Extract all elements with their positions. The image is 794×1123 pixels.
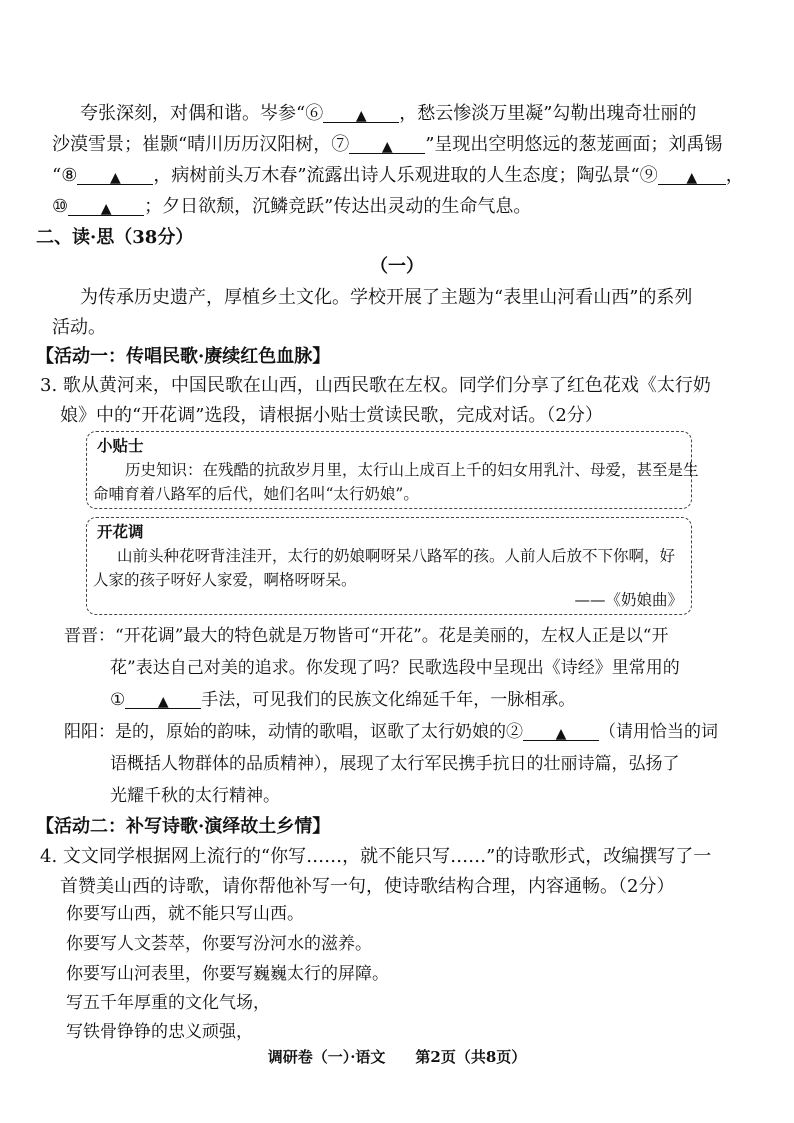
dialogue-jin-line-1: 晋晋：“开花调”最大的特色就是万物皆可“开花”。花是美丽的，左权人正是以“开 [64,626,669,646]
intro-continued-line-2: 沙漠雪景；崔颢“晴川历历汉阳树，⑦ ▲ ”呈现出空明悠远的葱茏画面；刘禹锡 [52,134,723,155]
dialogue-jin-line-3: ① ▲ 手法，可见我们的民族文化绵延千年，一脉相承。 [110,690,576,710]
intro-continued-line-4: ⑩ ▲ ；夕日欲颓，沉鳞竞跃”传达出灵动的生命气息。 [52,196,532,217]
dialogue-yang-line-3: 光耀千秋的太行精神。 [110,786,280,806]
q3-line-2: 娘》中的“开花调”选段，请根据小贴士赏读民歌，完成对话。（2分） [60,405,603,426]
answer-blank-9[interactable]: ▲ [658,164,726,185]
answer-blank-6[interactable]: ▲ [323,102,399,123]
song-box [86,517,692,615]
poem-line: 你要写山西，就不能只写山西。 [66,904,304,924]
answer-blank-8[interactable]: ▲ [77,164,153,185]
page-footer: 调研卷（一）·语文 第2页（共8页） [267,1048,527,1066]
poem-line: 写五千年厚重的文化气场， [66,993,270,1013]
intro-continued-line-3: “⑧ ▲ ，病树前头万木春”流露出诗人乐观进取的人生态度；陶弘景“⑨ ▲ ， [52,165,744,186]
q3-line-1: 3. 歌从黄河来，中国民歌在山西，山西民歌在左权。同学们分享了红色花戏《太行奶 [40,375,711,396]
song-box-title: 开花调 [97,522,144,541]
song-box-line-1: 山前头种花呀背洼洼开，太行的奶娘啊呀呆八路军的孩。人前人后放不下你啊，好 [117,547,676,565]
dialogue-yang-line-2: 语概括人物群体的品质精神），展现了太行军民携手抗日的壮丽诗篇，弘扬了 [110,754,680,774]
activity-2-title: 【活动二：补写诗歌·演绎故土乡情】 [36,816,331,837]
poem-line: 写铁骨铮铮的忠义顽强， [66,1022,253,1042]
dialogue-jin-line-2: 花”表达自己对美的追求。你发现了吗？民歌选段中呈现出《诗经》里常用的 [110,658,680,678]
answer-blank-7[interactable]: ▲ [349,133,425,154]
tip-box-line-1: 历史知识：在残酷的抗敌岁月里，太行山上成百上千的妇女用乳汁、母爱，甚至是生 [125,461,699,479]
dialogue-yang-line-1: 阳阳：是的，原始的韵味，动情的歌唱，讴歌了太行奶娘的② ▲ （请用恰当的词 [64,722,718,742]
song-box-source: ——《奶娘曲》 [574,591,683,609]
part-title: （一） [370,256,424,277]
activity-1-title: 【活动一：传唱民歌·赓续红色血脉】 [36,346,331,367]
song-box-line-2: 人家的孩子呀好人家爱，啊格呀呀呆。 [93,571,357,589]
tip-box-title: 小贴士 [97,436,144,455]
q4-line-1: 4. 文文同学根据网上流行的“你写……，就不能只写……”的诗歌形式，改编撰写了一 [40,846,712,867]
intro-line-1: 为传承历史遗产，厚植乡土文化。学校开展了主题为“表里山河看山西”的系列 [80,287,693,308]
tip-box-line-2: 命哺育着八路军的后代，她们名叫“太行奶娘”。 [93,485,419,503]
answer-blank-q3-1[interactable]: ▲ [125,688,201,709]
answer-blank-10[interactable]: ▲ [68,195,144,216]
answer-blank-q3-2[interactable]: ▲ [523,720,599,741]
poem-line: 你要写山河表里，你要写巍巍太行的屏障。 [66,964,389,984]
q4-line-2: 首赞美山西的诗歌，请你帮他补写一句，使诗歌结构合理，内容通畅。（2分） [60,876,675,897]
intro-line-2: 活动。 [52,317,106,338]
section-title: 二、读·思（38分） [36,227,194,248]
tip-box [86,431,699,509]
poem-line: 你要写人文荟萃，你要写汾河水的滋养。 [66,934,372,954]
intro-continued-line-1: 夸张深刻，对偶和谐。岑参“⑥ ▲ ，愁云惨淡万里凝”勾勒出瑰奇壮丽的 [80,103,697,124]
